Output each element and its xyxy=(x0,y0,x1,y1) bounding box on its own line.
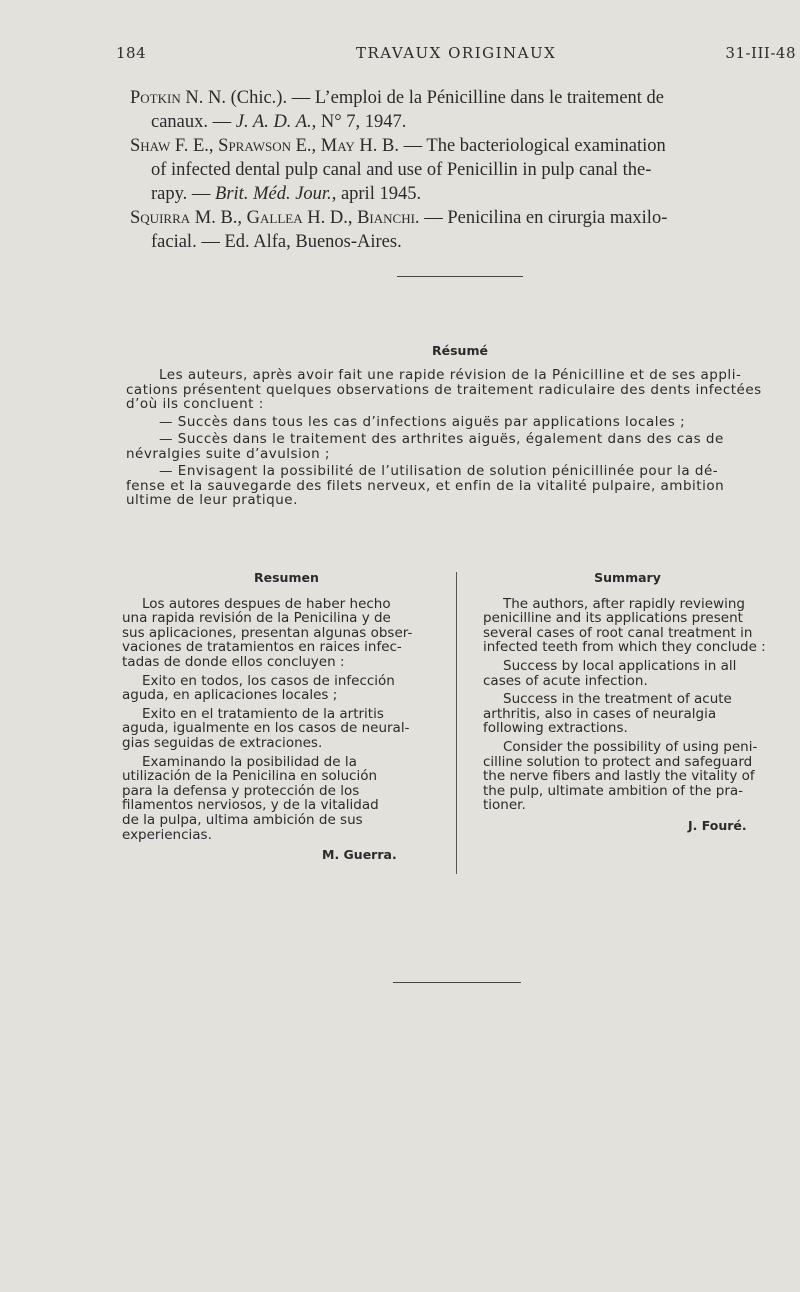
summary-line: following extractions. xyxy=(483,720,628,737)
resumen-line: Los autores despues de haber hecho xyxy=(142,595,391,612)
resumen-line: aguda, igualmente en los casos de neural- xyxy=(122,720,410,737)
summary-line: tioner. xyxy=(483,797,526,814)
resumen-line: experiencias. xyxy=(122,826,212,843)
summary-line: Consider the possibility of using peni- xyxy=(503,738,758,755)
resume-line: d’où ils concluent : xyxy=(126,396,264,412)
resume-paragraph xyxy=(126,368,800,412)
reference-item xyxy=(130,86,800,134)
reference-text: of infected dental pulp canal and use of Penicillin in pulp canal the- xyxy=(151,160,652,180)
resumen-line: vaciones de tratamientos en raices infec- xyxy=(122,639,402,656)
summary-heading: Summary xyxy=(594,570,661,585)
reference-item xyxy=(130,134,800,206)
summary-signature: J. Fouré. xyxy=(688,817,747,833)
resumen-line: Examinando la posibilidad de la xyxy=(142,753,357,770)
resume-line: cations présentent quelques observations de traitement radiculaire des dents infectées xyxy=(126,381,762,398)
reference-authors: Shaw F. E., Sprawson E., May H. B. xyxy=(130,136,399,156)
summary-paragraph xyxy=(483,692,800,736)
resume-paragraph xyxy=(126,415,800,430)
resumen-line: de la pulpa, ultima ambición de sus xyxy=(122,811,363,828)
reference-text: rapy. — xyxy=(151,184,216,204)
resume-paragraph xyxy=(126,432,800,461)
reference-details: , N° 7, 1947. xyxy=(311,112,407,132)
summary-paragraph xyxy=(483,597,800,655)
reference-text: facial. — Ed. Alfa, Buenos-Aires. xyxy=(151,232,402,252)
summary-line: arthritis, also in cases of neuralgia xyxy=(483,705,717,722)
reference-item xyxy=(130,206,800,254)
resumen-column xyxy=(122,571,447,863)
resume-line: — Envisagent la possibilité de l’utilisation de solution pénicillinée pour la dé- xyxy=(159,463,719,479)
summary-line: cases of acute infection. xyxy=(483,672,648,689)
resumen-line: sus aplicaciones, presentan algunas obser- xyxy=(122,624,413,641)
summary-line: Success in the treatment of acute xyxy=(503,691,732,708)
resume-heading: Résumé xyxy=(432,343,488,358)
reference-title: (Chic.). — L’emploi de la Pénicilline dans le traitement de xyxy=(225,88,665,108)
running-head xyxy=(116,44,796,64)
resumen-line: una rapida revisión de la Penicilina y de xyxy=(122,610,391,627)
resume-paragraph xyxy=(126,464,800,508)
resumen-heading: Resumen xyxy=(254,570,319,585)
resume-line: — Succès dans tous les cas d’infections aiguës par applications locales ; xyxy=(159,413,686,430)
resumen-line: tadas de donde ellos concluyen : xyxy=(122,653,345,670)
resumen-line: utilización de la Penicilina en solución xyxy=(122,768,378,785)
resumen-signature: M. Guerra. xyxy=(322,847,397,863)
resume-line: ultime de leur pratique. xyxy=(126,492,298,508)
page-number: 184 xyxy=(116,44,147,62)
resumen-paragraph xyxy=(122,597,447,670)
reference-list xyxy=(130,86,800,254)
summary-paragraph xyxy=(483,740,800,813)
summary-column xyxy=(483,571,800,834)
reference-title: — The bacteriological examination xyxy=(399,136,666,156)
reference-journal: Brit. Méd. Jour. xyxy=(215,184,332,204)
summary-line: The authors, after rapidly reviewing xyxy=(503,595,745,612)
end-divider xyxy=(393,982,521,983)
resumen-line: Exito en todos, los casos de infección xyxy=(142,672,395,689)
reference-authors: Potkin N. N. xyxy=(130,88,226,108)
column-divider xyxy=(456,572,457,874)
resume-line: fense et la sauvegarde des filets nerveux, et enfin de la vitalité pulpaire, ambition xyxy=(126,477,725,494)
resume-line: Les auteurs, après avoir fait une rapide révision de la Pénicilline et de ses appli- xyxy=(159,367,742,383)
resumen-line: filamentos nerviosos, y de la vitalidad xyxy=(122,797,379,814)
resumen-paragraph xyxy=(122,755,447,843)
resume-line: — Succès dans le traitement des arthrites aiguës, également dans des cas de xyxy=(159,431,724,447)
reference-authors: Squirra M. B., Gallea H. D., Bianchi. xyxy=(130,208,420,228)
resume-body xyxy=(126,368,800,511)
resumen-line: gias seguidas de extraciones. xyxy=(122,734,323,751)
reference-text: canaux. — xyxy=(151,112,236,132)
resumen-line: Exito en el tratamiento de la artritis xyxy=(142,705,384,722)
reference-journal: J. A. D. A. xyxy=(235,112,312,132)
summary-line: several cases of root canal treatment in xyxy=(483,624,753,641)
summary-paragraph xyxy=(483,659,800,688)
summary-line: the nerve fibers and lastly the vitality of xyxy=(483,768,755,785)
resume-line: névralgies suite d’avulsion ; xyxy=(126,445,330,462)
resumen-paragraph xyxy=(122,707,447,751)
summary-line: Success by local applications in all xyxy=(503,657,737,674)
reference-title: — Penicilina en cirurgia maxilo- xyxy=(419,208,668,228)
resumen-line: aguda, en aplicaciones locales ; xyxy=(122,687,338,704)
section-divider xyxy=(397,276,523,277)
summary-line: infected teeth from which they conclude : xyxy=(483,639,766,656)
running-title: TRAVAUX ORIGINAUX xyxy=(356,44,557,62)
reference-details: , april 1945. xyxy=(331,184,422,204)
summary-line: the pulp, ultimate ambition of the pra- xyxy=(483,782,744,799)
summary-line: penicilline and its applications present xyxy=(483,610,743,627)
resumen-paragraph xyxy=(122,674,447,703)
resumen-line: para la defensa y protección de los xyxy=(122,782,360,799)
summary-line: cilline solution to protect and safeguard xyxy=(483,753,753,770)
issue-date: 31-III-48 xyxy=(725,44,796,62)
